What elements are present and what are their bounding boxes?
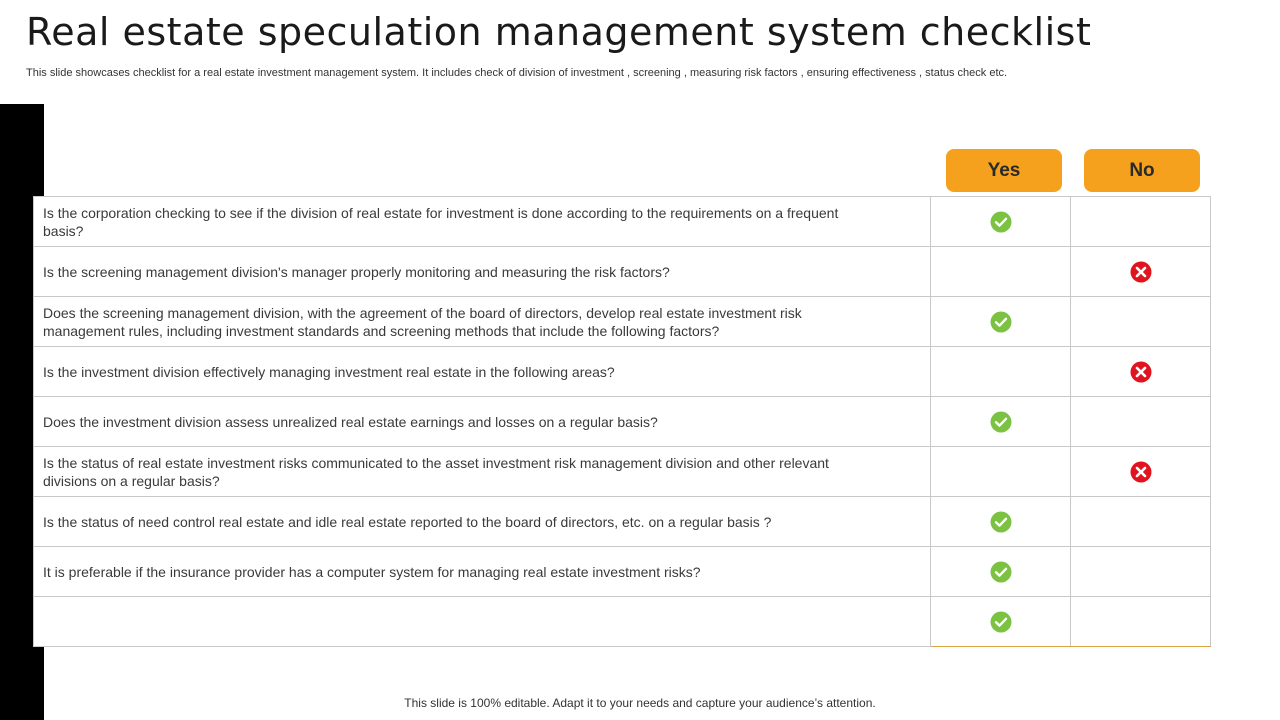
no-column-header: No xyxy=(1084,149,1200,192)
no-cell xyxy=(1071,497,1211,547)
yes-cell xyxy=(931,297,1071,347)
checklist-table xyxy=(33,196,1211,647)
yes-cell xyxy=(931,247,1071,297)
checklist-row xyxy=(34,397,1211,447)
no-cell xyxy=(1071,197,1211,247)
question-text: Is the screening management division's manager properly monitoring and measuring the risk factors? xyxy=(34,247,931,297)
question-text: Does the screening management division, with the agreement of the board of directors, develop real estate investment risk management rules, including investment standards and screening methods that include the following factors? xyxy=(34,297,931,347)
slide-title: Real estate speculation management system checklist xyxy=(26,10,1092,54)
checklist-row xyxy=(34,597,1211,647)
question-text: Is the corporation checking to see if the division of real estate for investment is done according to the requirements on a frequent basis? xyxy=(34,197,931,247)
yes-cell xyxy=(931,497,1071,547)
question-text: Is the status of real estate investment risks communicated to the asset investment risk management division and other relevant divisions on a regular basis? xyxy=(34,447,931,497)
no-cell xyxy=(1071,397,1211,447)
question-text: It is preferable if the insurance provider has a computer system for managing real estate investment risks? xyxy=(34,547,931,597)
checklist-row xyxy=(34,447,1211,497)
no-cell xyxy=(1071,547,1211,597)
checklist-row xyxy=(34,247,1211,297)
yes-column-header: Yes xyxy=(946,149,1062,192)
slide-footer: This slide is 100% editable. Adapt it to your needs and capture your audience’s attention. xyxy=(404,696,876,710)
checklist-row xyxy=(34,297,1211,347)
check-circle-icon xyxy=(990,411,1012,433)
x-circle-icon xyxy=(1130,461,1152,483)
x-circle-icon xyxy=(1130,261,1152,283)
question-text: Is the investment division effectively managing investment real estate in the following areas? xyxy=(34,347,931,397)
check-circle-icon xyxy=(990,511,1012,533)
yes-cell xyxy=(931,197,1071,247)
no-cell xyxy=(1071,347,1211,397)
check-circle-icon xyxy=(990,561,1012,583)
question-text xyxy=(34,597,931,647)
no-cell xyxy=(1071,597,1211,647)
question-text: Does the investment division assess unrealized real estate earnings and losses on a regular basis? xyxy=(34,397,931,447)
check-circle-icon xyxy=(990,311,1012,333)
yes-cell xyxy=(931,447,1071,497)
no-cell xyxy=(1071,447,1211,497)
yes-cell xyxy=(931,597,1071,647)
checklist-row xyxy=(34,547,1211,597)
x-circle-icon xyxy=(1130,361,1152,383)
checklist-row xyxy=(34,197,1211,247)
checklist-row xyxy=(34,347,1211,397)
slide-subtitle: This slide showcases checklist for a real estate investment management system. It includes check of division of investment , screening , measuring risk factors , ensuring effectiveness , status check etc. xyxy=(26,67,1008,79)
yes-cell xyxy=(931,347,1071,397)
checklist-row xyxy=(34,497,1211,547)
check-circle-icon xyxy=(990,211,1012,233)
no-cell xyxy=(1071,297,1211,347)
question-text: Is the status of need control real estate and idle real estate reported to the board of directors, etc. on a regular basis ? xyxy=(34,497,931,547)
yes-cell xyxy=(931,397,1071,447)
check-circle-icon xyxy=(990,611,1012,633)
no-cell xyxy=(1071,247,1211,297)
yes-cell xyxy=(931,547,1071,597)
